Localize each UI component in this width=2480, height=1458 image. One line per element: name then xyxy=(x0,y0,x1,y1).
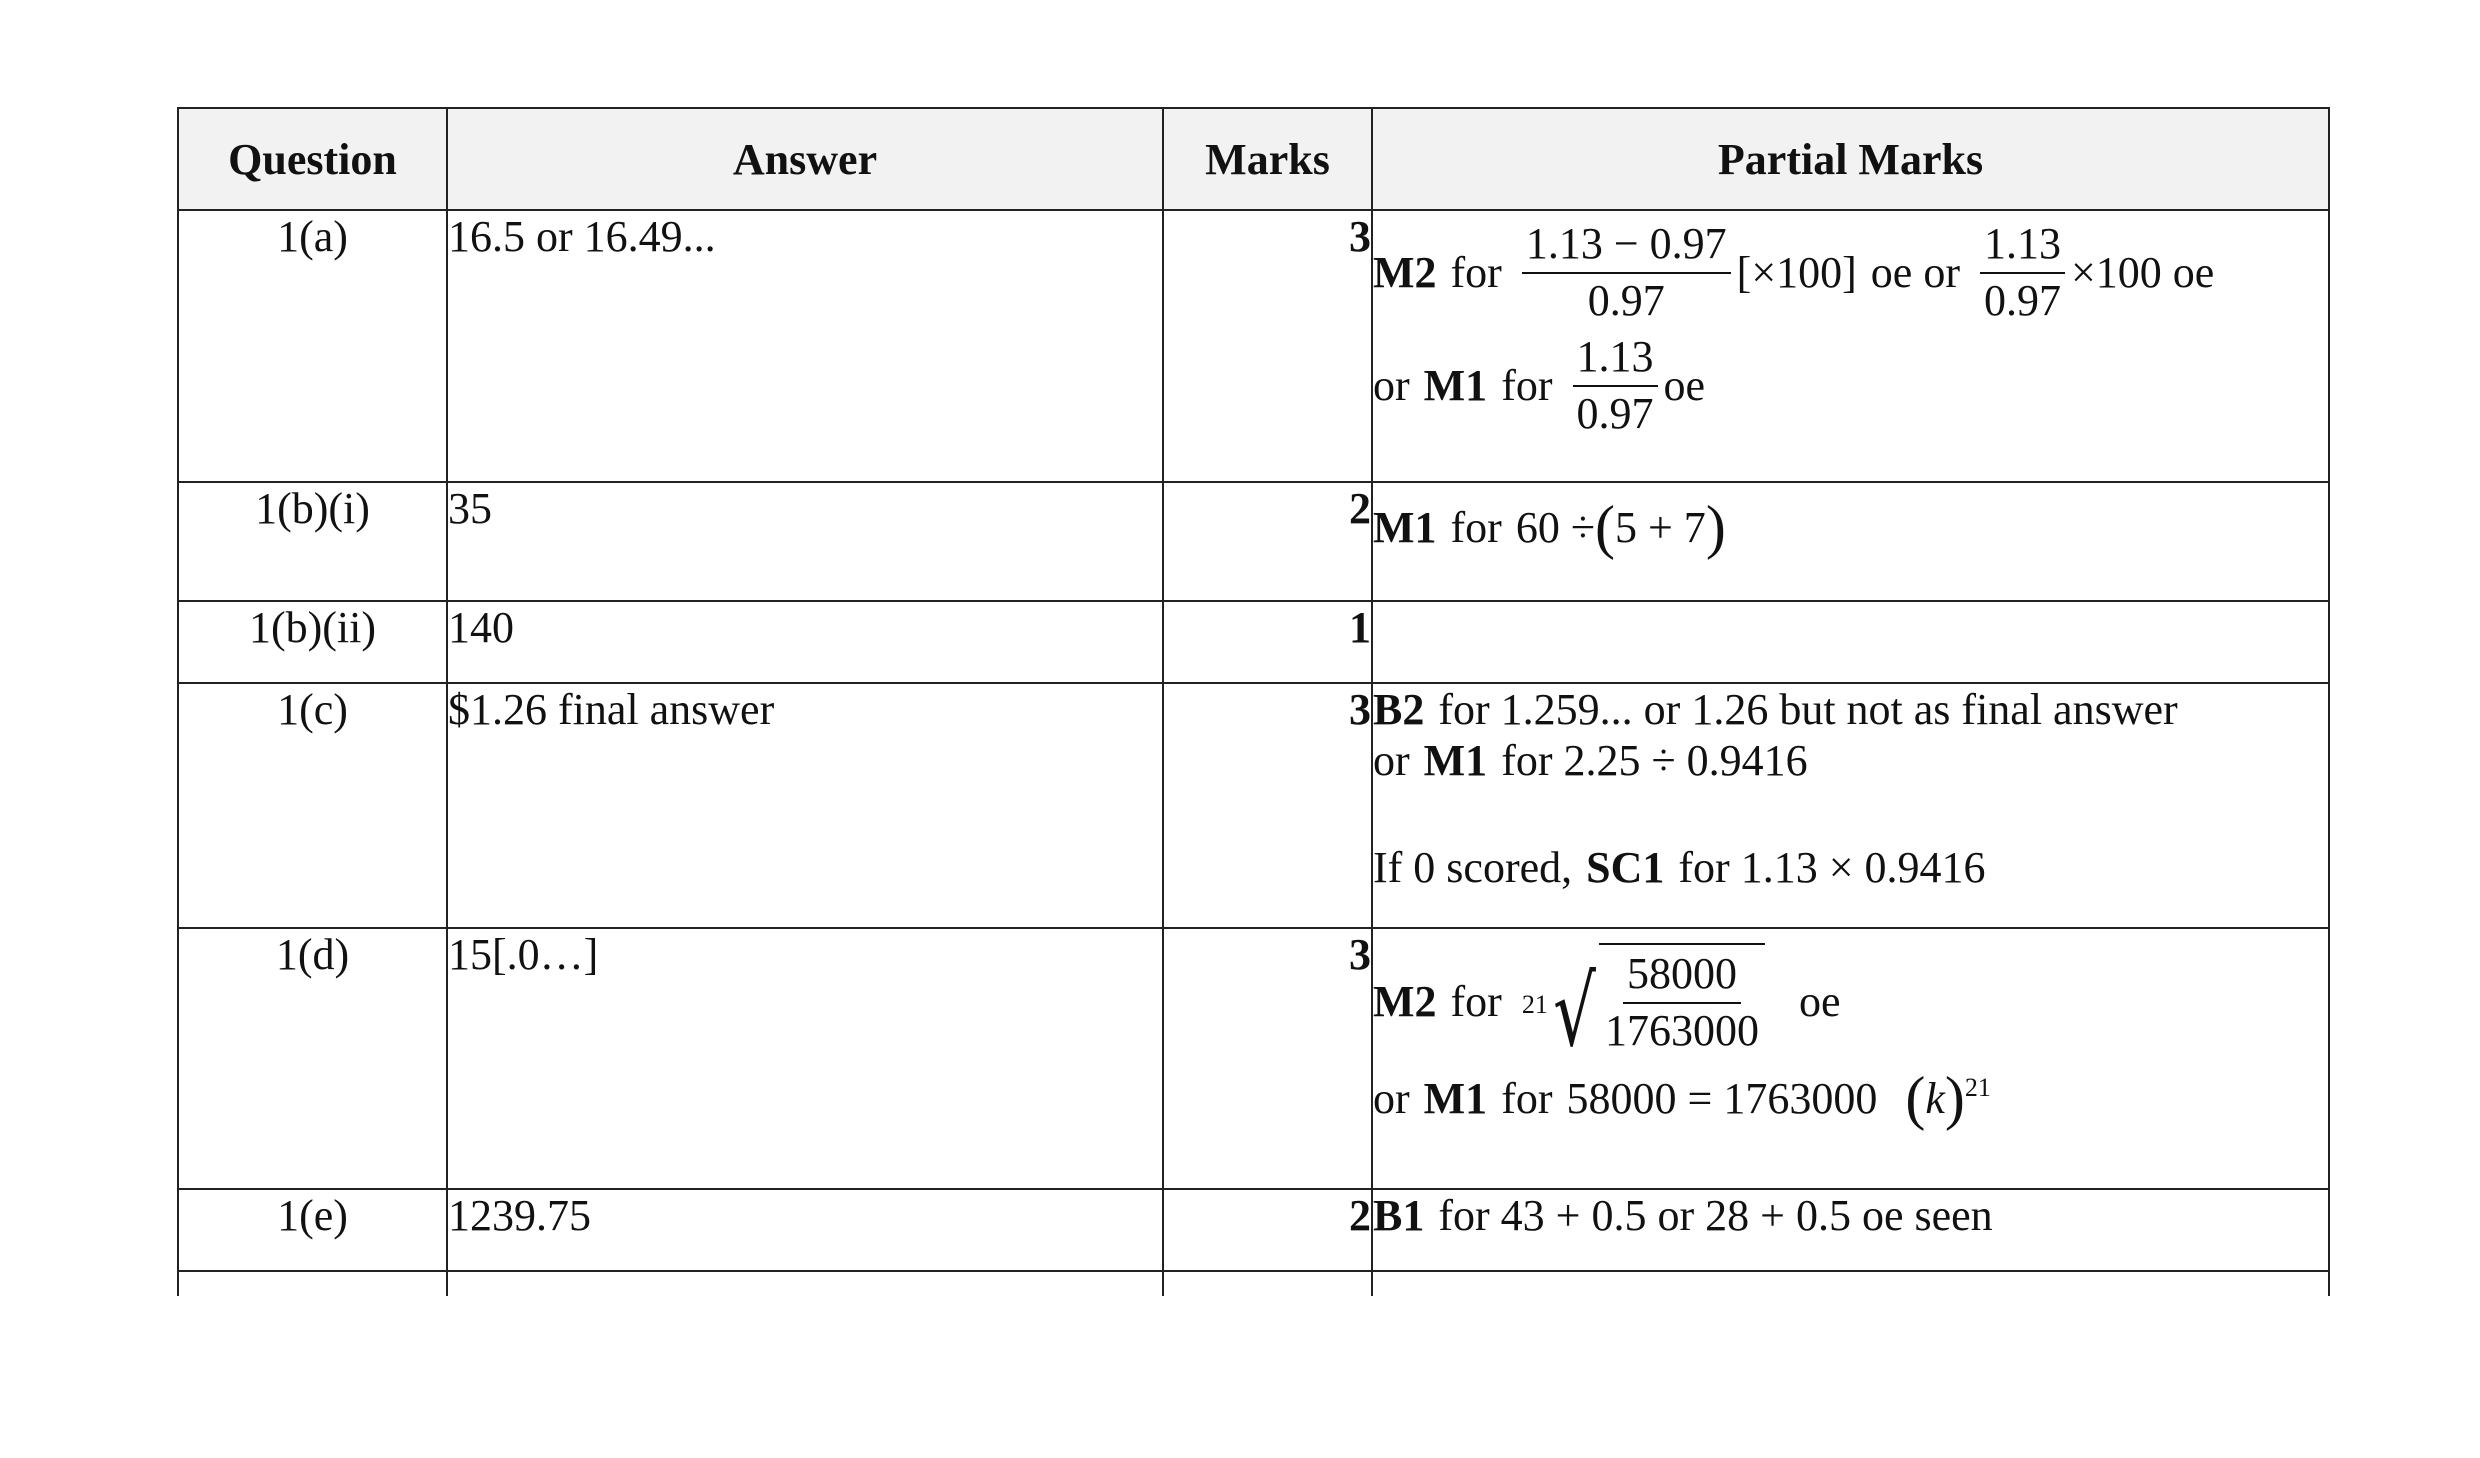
table-row-continuation xyxy=(178,1271,2329,1296)
mark-code: M1 xyxy=(1423,736,1488,785)
mark-code: M1 xyxy=(1423,361,1488,411)
table-row xyxy=(178,601,2329,683)
table-row xyxy=(178,928,2329,1189)
partial-text: for xyxy=(1450,502,1502,552)
partial-text: or xyxy=(1373,361,1410,411)
partial-text: for 2.25 ÷ 0.9416 xyxy=(1501,736,1808,785)
partial-text: oe xyxy=(1799,977,1841,1027)
partial-text: [×100] xyxy=(1736,248,1857,298)
header-answer: Answer xyxy=(447,108,1163,210)
variable-k: k xyxy=(1925,1073,1945,1123)
question-cell: 1(b)(ii) xyxy=(178,601,447,683)
answer-cell: $1.26 final answer xyxy=(447,683,1163,928)
answer-cell: 15[.0…] xyxy=(447,928,1163,1189)
partial-text: for 43 + 0.5 or 28 + 0.5 oe seen xyxy=(1438,1191,1993,1240)
radical-sign: √ xyxy=(1553,956,1596,1069)
header-question: Question xyxy=(178,108,447,210)
nth-root xyxy=(1521,943,1765,1069)
fraction-numerator: 58000 xyxy=(1623,949,1741,1004)
fraction xyxy=(1601,949,1763,1056)
left-paren: ( xyxy=(1595,494,1615,560)
fraction xyxy=(1573,332,1658,439)
partial-line xyxy=(1373,494,2328,560)
partial-line xyxy=(1373,219,2328,326)
partial-text: If 0 scored, xyxy=(1373,843,1573,892)
exponent: 21 xyxy=(1964,1073,1991,1103)
fraction xyxy=(1522,219,1731,326)
partial-text: oe xyxy=(1663,361,1706,411)
marks-cell: 2 xyxy=(1163,1189,1372,1271)
marks-cell: 3 xyxy=(1163,683,1372,928)
partial-line xyxy=(1373,1190,2328,1241)
partial-text: for 1.259... or 1.26 but not as final answer xyxy=(1438,685,2178,734)
answer-cell: 16.5 or 16.49... xyxy=(447,210,1163,482)
partial-marks-cell xyxy=(1372,210,2329,482)
table-header-row xyxy=(178,108,2329,210)
partial-line xyxy=(1373,842,2328,893)
marks-cell: 3 xyxy=(1163,210,1372,482)
right-paren: ) xyxy=(1944,1065,1965,1132)
radicand xyxy=(1599,943,1765,1056)
fraction-denominator: 0.97 xyxy=(1587,275,1665,325)
question-cell: 1(d) xyxy=(178,928,447,1189)
marks-cell: 1 xyxy=(1163,601,1372,683)
mark-code: M2 xyxy=(1373,248,1437,298)
question-cell: 1(e) xyxy=(178,1189,447,1271)
header-partial-marks: Partial Marks xyxy=(1372,108,2329,210)
partial-line xyxy=(1373,332,2328,439)
fraction xyxy=(1980,219,2065,326)
mark-code: M2 xyxy=(1373,977,1437,1027)
partial-text: or xyxy=(1373,736,1410,785)
partial-text: 60 ÷ xyxy=(1515,502,1595,552)
partial-text: ×100 oe xyxy=(2070,248,2215,298)
mark-code: SC1 xyxy=(1586,843,1665,892)
partial-text: for 1.13 × 0.9416 xyxy=(1678,843,1986,892)
fraction-numerator: 1.13 xyxy=(1573,332,1658,387)
mark-code: M1 xyxy=(1373,502,1437,552)
fraction-denominator: 0.97 xyxy=(1576,388,1654,438)
partial-text: for xyxy=(1450,248,1502,298)
answer-cell: 35 xyxy=(447,482,1163,601)
question-cell: 1(c) xyxy=(178,683,447,928)
left-paren: ( xyxy=(1905,1065,1926,1132)
answer-cell: 140 xyxy=(447,601,1163,683)
fraction-numerator: 1.13 − 0.97 xyxy=(1522,219,1731,274)
partial-marks-cell xyxy=(1372,601,2329,683)
partial-marks-cell xyxy=(1372,482,2329,601)
partial-text: for xyxy=(1501,1073,1553,1123)
table-row xyxy=(178,482,2329,601)
partial-marks-cell xyxy=(1372,928,2329,1189)
marks-cell: 3 xyxy=(1163,928,1372,1189)
partial-text: 58000 = 1763000 xyxy=(1566,1073,1878,1123)
partial-line xyxy=(1373,1065,2328,1132)
partial-text: oe or xyxy=(1870,248,1960,298)
fraction-numerator: 1.13 xyxy=(1980,219,2065,274)
mark-scheme-table xyxy=(177,107,2330,1296)
partial-line xyxy=(1373,735,2328,786)
question-cell: 1(a) xyxy=(178,210,447,482)
question-cell: 1(b)(i) xyxy=(178,482,447,601)
mark-code: B1 xyxy=(1373,1191,1425,1240)
fraction-denominator: 1763000 xyxy=(1605,1005,1760,1055)
empty-cell xyxy=(178,1271,447,1296)
partial-text: 5 + 7 xyxy=(1614,502,1706,552)
partial-text: for xyxy=(1450,977,1502,1027)
right-paren: ) xyxy=(1705,494,1726,560)
table-row xyxy=(178,1189,2329,1271)
partial-marks-cell xyxy=(1372,1189,2329,1271)
partial-line xyxy=(1373,943,2328,1069)
partial-text: or xyxy=(1373,1073,1410,1123)
marks-cell: 2 xyxy=(1163,482,1372,601)
header-marks: Marks xyxy=(1163,108,1372,210)
partial-marks-cell xyxy=(1372,683,2329,928)
empty-cell xyxy=(447,1271,1163,1296)
mark-code: M1 xyxy=(1423,1073,1488,1123)
mark-code: B2 xyxy=(1373,685,1425,734)
fraction-denominator: 0.97 xyxy=(1983,275,2061,325)
root-index: 21 xyxy=(1521,990,1548,1020)
empty-cell xyxy=(1163,1271,1372,1296)
partial-line xyxy=(1373,684,2328,735)
table-row xyxy=(178,210,2329,482)
table-row xyxy=(178,683,2329,928)
empty-cell xyxy=(1372,1271,2329,1296)
partial-text: for xyxy=(1501,361,1553,411)
answer-cell: 1239.75 xyxy=(447,1189,1163,1271)
